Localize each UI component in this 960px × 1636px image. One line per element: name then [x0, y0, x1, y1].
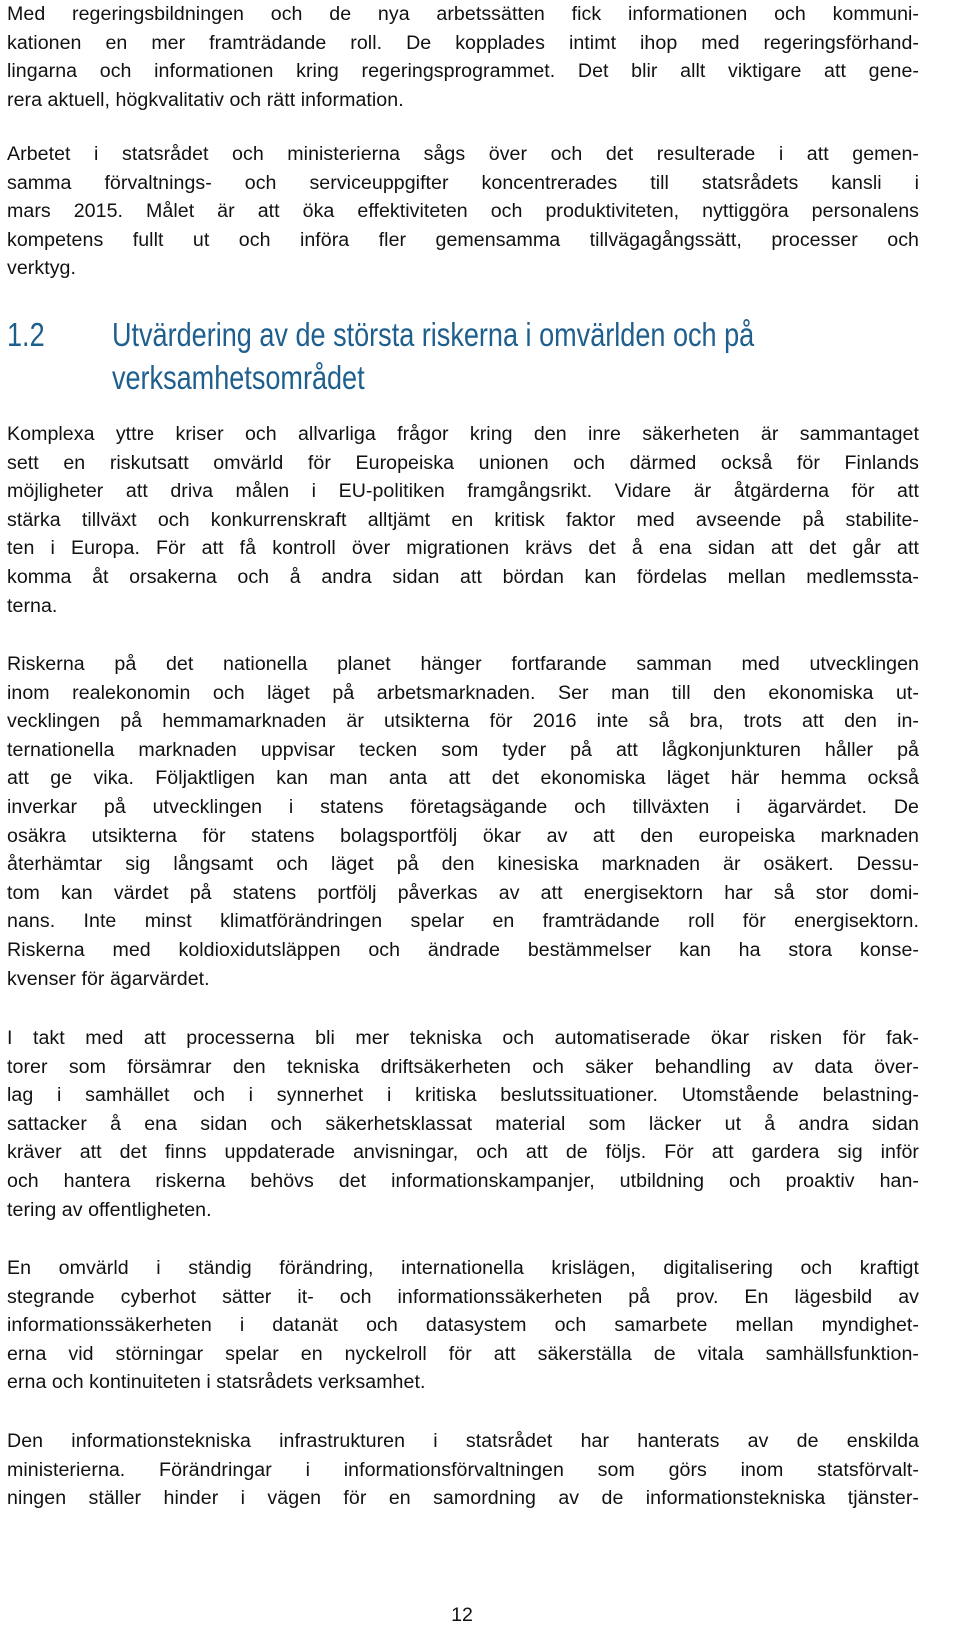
intro-paragraph-1 — [7, 0, 919, 114]
text-line: kationen en mer framträdande roll. De kopplades intimt ihop med regeringsförhand- — [7, 31, 919, 54]
text-line: erna vid störningar spelar en nyckelroll för att säkerställa de vitala samhällsfunktion- — [7, 1342, 919, 1365]
section-paragraph-2 — [7, 650, 919, 993]
text-line: lag i samhället och i synnerhet i kritiska beslutssituationer. Utomstående belastning- — [7, 1084, 919, 1107]
text-line: verktyg. — [7, 257, 76, 280]
text-line: Arbetet i statsrådet och ministerierna sågs över och det resulterade i att gemen- — [7, 143, 919, 165]
page-number: 12 — [451, 1604, 473, 1626]
text-line: inom realekonomin och läget på arbetsmarknaden. Ser man till den ekonomiska ut- — [7, 681, 919, 704]
text-line: kräver att det finns uppdaterade anvisningar, och att de följs. För att gardera sig inför — [7, 1141, 919, 1164]
text-line: osäkra utsikterna för statens bolagsportfölj ökar av att den europeiska marknaden — [7, 824, 919, 847]
text-line: kvenser för ägarvärdet. — [7, 967, 210, 990]
text-line: nans. Inte minst klimatförändringen spelar en framträdande roll för energisektorn. — [7, 910, 919, 933]
text-line: ningen ställer hinder i vägen för en samordning av de informationstekniska tjänster- — [7, 1487, 919, 1510]
text-line: terna. — [7, 594, 58, 617]
section-paragraph-5 — [7, 1427, 919, 1513]
text-line: rera aktuell, högkvalitativ och rätt information. — [7, 88, 404, 111]
text-line: vecklingen på hemmamarknaden är utsikterna för 2016 inte så bra, trots att den in- — [7, 710, 919, 733]
text-line: mars 2015. Målet är att öka effektiviteten och produktiviteten, nyttiggöra personalens — [7, 200, 919, 223]
text-line: stegrande cyberhot sätter it- och informationssäkerheten på prov. En lägesbild av — [7, 1285, 919, 1308]
text-line: samma förvaltnings- och serviceuppgifter koncentrerades till statsrådets kansli i — [7, 171, 919, 194]
section-paragraph-1 — [7, 420, 919, 620]
text-line: tering av offentligheten. — [7, 1198, 212, 1221]
text-line: och hantera riskerna behövs det informationskampanjer, utbildning och proaktiv han- — [7, 1169, 919, 1192]
text-line: torer som försämrar den tekniska driftsäkerheten och säker behandling av data över- — [7, 1055, 919, 1078]
text-line: Riskerna på det nationella planet hänger fortfarande samman med utvecklingen — [7, 653, 919, 675]
section-paragraph-4 — [7, 1254, 919, 1397]
text-line: informationssäkerheten i datanät och datasystem och samarbete mellan myndighet- — [7, 1314, 919, 1337]
text-line: stärka tillväxt och konkurrenskraft alltjämt en kritisk faktor med avseende på stabilite- — [7, 508, 919, 531]
section-heading-row-1 — [7, 313, 755, 356]
text-line: erna och kontinuiteten i statsrådets verksamhet. — [7, 1371, 426, 1394]
section-number: 1.2 — [7, 316, 45, 353]
text-line: inverkar på utvecklingen i statens företagsägande och tillväxten i ägarvärdet. De — [7, 795, 919, 818]
intro-paragraph-2 — [7, 140, 919, 283]
text-line: Riskerna med koldioxidutsläppen och ändrade bestämmelser kan ha stora konse- — [7, 938, 919, 961]
text-line: Med regeringsbildningen och de nya arbetssätten fick informationen och kommuni- — [7, 3, 919, 25]
text-line: sattacker å ena sidan och säkerhetsklassat material som läcker ut å andra sidan — [7, 1112, 919, 1135]
text-line: Den informationstekniska infrastrukturen i statsrådet har hanterats av de enskilda — [7, 1430, 919, 1452]
text-line: möjligheter att driva målen i EU-politiken framgångsrikt. Vidare är åtgärderna för att — [7, 480, 919, 503]
text-line: lingarna och informationen kring regeringsprogrammet. Det blir allt viktigare att gene- — [7, 60, 919, 83]
text-line: Komplexa yttre kriser och allvarliga frågor kring den inre säkerheten är sammantaget — [7, 423, 919, 445]
text-line: ministerierna. Förändringar i informationsförvaltningen som görs inom statsförvalt- — [7, 1458, 919, 1481]
section-paragraph-3 — [7, 1024, 919, 1224]
text-line: ternationella marknaden uppvisar tecken som tyder på att lågkonjunkturen håller på — [7, 738, 919, 761]
text-line: En omvärld i ständig förändring, internationella krislägen, digitalisering och kraftigt — [7, 1257, 919, 1279]
text-line: sett en riskutsatt omvärld för Europeiska unionen och därmed också för Finlands — [7, 451, 919, 474]
text-line: ten i Europa. För att få kontroll över migrationen krävs det å ena sidan att det går att — [7, 537, 919, 560]
text-line: tom kan värdet på statens portfölj påverkas av att energisektorn har så stor domi- — [7, 881, 919, 904]
text-line: kompetens fullt ut och införa fler gemensamma tillvägagångssätt, processer och — [7, 228, 919, 251]
section-title-line-1: Utvärdering av de största riskerna i omvärlden och på — [111, 316, 755, 353]
section-heading — [7, 313, 755, 399]
section-heading-row-2 — [7, 356, 755, 399]
text-line: I takt med att processerna bli mer tekniska och automatiserade ökar risken för fak- — [7, 1027, 919, 1049]
text-line: att ge vika. Följaktligen kan man anta att det ekonomiska läget här hemma också — [7, 767, 919, 790]
section-title-line-2: verksamhetsområdet — [111, 359, 365, 396]
text-line: återhämtar sig långsamt och läget på den kinesiska marknaden är osäkert. Dessu- — [7, 853, 919, 876]
text-line: komma åt orsakerna och å andra sidan att bördan kan fördelas mellan medlemssta- — [7, 565, 919, 588]
